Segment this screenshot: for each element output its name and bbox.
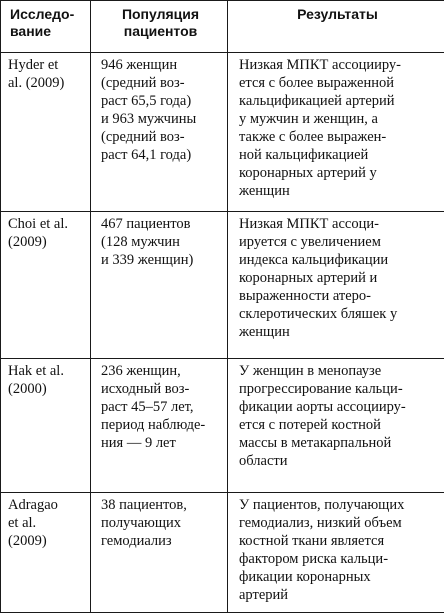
population-text: 236 женщин, исходный воз- раст 45–57 лет, период наблюде- ния — 9 лет [101, 362, 221, 452]
header-row [1, 1, 444, 53]
results-cell [228, 212, 444, 359]
header-results: Результаты [228, 1, 444, 53]
results-text: У женщин в менопаузе прогрессирование кальци- фикации аорты ассоцииру- ется с потерей костной массы в метакарпальной области [239, 362, 438, 470]
population-cell [91, 212, 228, 359]
study-text: Hyder et al. (2009) [8, 56, 84, 92]
header-study: Исследо- вание [1, 1, 91, 53]
population-text: 38 пациентов, получающих гемодиализ [101, 496, 221, 550]
results-cell [228, 493, 444, 613]
population-cell [91, 359, 228, 493]
table-row [1, 53, 444, 212]
study-text: Adragao et al. (2009) [8, 496, 84, 550]
population-text: 467 пациентов (128 мужчин и 339 женщин) [101, 215, 221, 269]
population-text: 946 женщин (средний воз- раст 65,5 года) и 963 мужчины (средний воз- раст 64,1 года) [101, 56, 221, 164]
study-cell [1, 212, 91, 359]
results-text: Низкая МПКТ ассоци- ируется с увеличением индекса кальцификации коронарных артерий и выраженности атеро- склеротических бляшек у женщин [239, 215, 438, 341]
study-cell [1, 359, 91, 493]
results-cell [228, 53, 444, 212]
results-text: У пациентов, получающих гемодиализ, низкий объем костной ткани является фактором риска кальци- фикации коронарных артерий [239, 496, 438, 604]
results-cell [228, 359, 444, 493]
study-text: Hak et al. (2000) [8, 362, 84, 398]
table-row [1, 493, 444, 613]
table-row [1, 212, 444, 359]
study-cell [1, 53, 91, 212]
study-cell [1, 493, 91, 613]
header-population: Популяция пациентов [91, 1, 228, 53]
results-text: Низкая МПКТ ассоцииру- ется с более выраженной кальцификацией артерий у мужчин и женщин, а также с более выражен- ной кальцификацией коронарных артерий у женщин [239, 56, 438, 200]
population-cell [91, 493, 228, 613]
population-cell [91, 53, 228, 212]
study-text: Choi et al. (2009) [8, 215, 84, 251]
table-row [1, 359, 444, 493]
